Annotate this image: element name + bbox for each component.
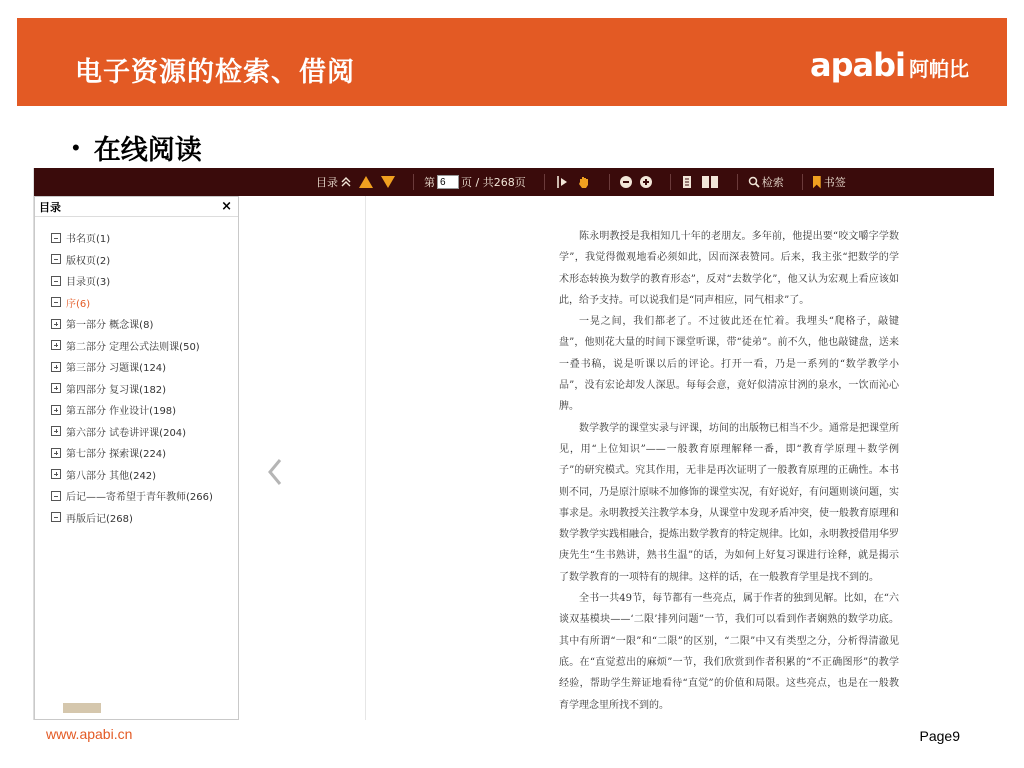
select-tool-button[interactable] bbox=[555, 175, 569, 189]
toc-item[interactable] bbox=[35, 378, 238, 400]
page-total: 页 / 共268页 bbox=[461, 176, 526, 189]
toc-header bbox=[35, 197, 238, 217]
plus-circle-icon bbox=[640, 176, 652, 188]
toc-item-label: 目录页(3) bbox=[66, 277, 111, 289]
expand-plus-icon[interactable] bbox=[51, 362, 61, 372]
bookmark-label: 书签 bbox=[823, 176, 846, 189]
toc-item[interactable] bbox=[35, 292, 238, 314]
bookmark-button[interactable] bbox=[813, 174, 846, 190]
search-button[interactable] bbox=[748, 174, 784, 190]
toc-item-label: 第五部分 作业设计(198) bbox=[66, 406, 177, 418]
close-icon[interactable]: × bbox=[221, 199, 232, 214]
toc-item-label: 后记——寄希望于青年教师(266) bbox=[66, 492, 213, 504]
toc-item-label: 第七部分 探索课(224) bbox=[66, 449, 167, 461]
bookmark-icon bbox=[813, 176, 821, 189]
arrow-up-icon bbox=[359, 176, 373, 188]
toc-item-label: 序(6) bbox=[66, 298, 91, 310]
toc-toggle-button[interactable] bbox=[316, 174, 351, 190]
toc-scrollbar[interactable] bbox=[63, 703, 101, 713]
expand-plus-icon[interactable] bbox=[51, 469, 61, 479]
page-paragraph: 一晃之间，我们都老了。不过彼此还在忙着。我埋头“爬格子，敲键盘”，他则花大量的时间下课堂听课，带“徒弟”。前不久，他也敲键盘，送来一叠书稿，说是听课以后的评论。打开一看，乃是一系列的“数学教学小品”，没有宏论却发人深思。每每会意，竟好似清凉甘洌的泉水，一饮而沁心脾。 bbox=[559, 316, 899, 413]
text-cursor-icon bbox=[555, 175, 569, 189]
expand-plus-icon[interactable] bbox=[51, 448, 61, 458]
toc-item-label: 第二部分 定理公式法则课(50) bbox=[66, 341, 200, 353]
toc-item[interactable] bbox=[35, 335, 238, 357]
single-page-icon bbox=[681, 175, 693, 189]
toc-item-label: 第三部分 习题课(124) bbox=[66, 363, 167, 375]
toc-item[interactable] bbox=[35, 399, 238, 421]
next-page-button[interactable] bbox=[381, 176, 395, 188]
chevron-left-icon[interactable] bbox=[267, 458, 283, 486]
prev-page-button[interactable] bbox=[359, 176, 373, 188]
collapse-minus-icon[interactable] bbox=[51, 276, 61, 286]
hand-icon bbox=[577, 175, 591, 189]
toolbar-divider bbox=[413, 174, 414, 190]
toc-item[interactable] bbox=[35, 249, 238, 271]
page-edge-line bbox=[365, 196, 366, 720]
footer-page-number: Page9 bbox=[919, 728, 960, 744]
expand-plus-icon[interactable] bbox=[51, 426, 61, 436]
toc-item[interactable] bbox=[35, 507, 238, 529]
toc-item[interactable] bbox=[35, 421, 238, 443]
collapse-minus-icon[interactable] bbox=[51, 512, 61, 522]
toc-item[interactable] bbox=[35, 313, 238, 335]
toc-item-label: 第一部分 概念课(8) bbox=[66, 320, 154, 332]
collapse-minus-icon[interactable] bbox=[51, 491, 61, 501]
search-icon bbox=[748, 176, 760, 188]
toc-title: 目录 bbox=[39, 200, 61, 214]
toc-item-label: 第八部分 其他(242) bbox=[66, 470, 157, 482]
expand-plus-icon[interactable] bbox=[51, 319, 61, 329]
toc-item[interactable] bbox=[35, 464, 238, 486]
logo-latin-text: apabi bbox=[810, 46, 905, 84]
page-paragraph: 数学教学的课堂实录与评课，坊间的出版物已相当不少。通常是把课堂所见，用“上位知识”——一般教育原理解释一番，即“教育学原理＋数学例子”的研究模式。究其作用，无非是再次证明了一般教育原理的正确性。本书则不同，乃是原汁原味不加修饰的课堂实况，有好说好，有问题则谈问题，实事求是。永明教授关注教学本身，从课堂中发现矛盾冲突，使一般教育原理和数学教学实践相融合，提炼出数学教育的特定规律。比如，永明教授借用华罗庚先生“生书熟讲，熟书生温”的话，为如何上好复习课进行诠释，就是揭示了数学教育的一项特有的规律。这样的话，在一般教育学里是找不到的。 bbox=[559, 422, 899, 583]
toolbar-divider bbox=[802, 174, 803, 190]
page-number-input[interactable] bbox=[437, 175, 459, 189]
logo-chinese-text: 阿帕比 bbox=[909, 57, 969, 81]
toolbar-divider bbox=[670, 174, 671, 190]
online-reader bbox=[33, 168, 993, 720]
toc-item[interactable] bbox=[35, 442, 238, 464]
toc-item-label: 再版后记(268) bbox=[66, 513, 133, 525]
page-paragraph: 陈永明教授是我相知几十年的老朋友。多年前，他提出要“咬文嚼字学数学”，我觉得微观地看必须如此，因而深表赞同。后来，我主张“把数学的学术形态转换为数学的教育形态”，反对“去数学化”，他又认为宏观上看应该如此，给予支持。可以说我们是“同声相应，同气相求”了。 bbox=[559, 231, 899, 306]
page-indicator bbox=[424, 174, 526, 190]
chevron-up-double-icon bbox=[341, 177, 351, 187]
toolbar-divider bbox=[737, 174, 738, 190]
toc-item[interactable] bbox=[35, 485, 238, 507]
collapse-minus-icon[interactable] bbox=[51, 297, 61, 307]
bullet-heading bbox=[72, 128, 202, 167]
page-paragraph: 全书一共49节，每节都有一些亮点，属于作者的独到见解。比如，在“六谈双基模块——‘二限’排列问题”一节，我们可以看到作者娴熟的数学功底。其中有所谓“一限”和“二限”的区别，“二限”中又有类型之分，分析得清澈见底。在“直觉惹出的麻烦”一节，我们欣赏到作者积累的“不正确图形”的教学经验，帮助学生辩证地看待“直觉”的价值和局限。这些亮点，也是在一般教育学理念里所找不到的。 bbox=[559, 593, 899, 711]
slide-header bbox=[17, 18, 1007, 106]
toc-toggle-label: 目录 bbox=[316, 176, 338, 189]
apabi-logo bbox=[810, 46, 969, 84]
reader-toolbar bbox=[34, 168, 994, 196]
toc-item-label: 版权页(2) bbox=[66, 255, 111, 267]
toc-item-label: 书名页(1) bbox=[66, 234, 111, 246]
bullet-text: 在线阅读 bbox=[93, 135, 202, 166]
bullet-marker: • bbox=[72, 134, 80, 160]
hand-tool-button[interactable] bbox=[577, 175, 591, 189]
slide-title: 电子资源的检索、借阅 bbox=[75, 57, 355, 88]
toc-item[interactable] bbox=[35, 356, 238, 378]
toc-list bbox=[35, 217, 238, 528]
toolbar-divider bbox=[609, 174, 610, 190]
footer-url[interactable]: www.apabi.cn bbox=[46, 726, 133, 742]
single-page-button[interactable] bbox=[681, 175, 693, 189]
collapse-minus-icon[interactable] bbox=[51, 254, 61, 264]
zoom-in-button[interactable] bbox=[640, 176, 652, 188]
book-page-text bbox=[559, 226, 899, 716]
double-page-button[interactable] bbox=[701, 175, 719, 189]
expand-plus-icon[interactable] bbox=[51, 383, 61, 393]
toc-item[interactable] bbox=[35, 270, 238, 292]
search-label: 检索 bbox=[761, 176, 784, 189]
expand-plus-icon[interactable] bbox=[51, 405, 61, 415]
toc-item[interactable] bbox=[35, 227, 238, 249]
collapse-minus-icon[interactable] bbox=[51, 233, 61, 243]
arrow-down-icon bbox=[381, 176, 395, 188]
minus-circle-icon bbox=[620, 176, 632, 188]
zoom-out-button[interactable] bbox=[620, 176, 632, 188]
double-page-icon bbox=[701, 175, 719, 189]
toc-item-label: 第六部分 试卷讲评课(204) bbox=[66, 427, 187, 439]
toc-panel bbox=[34, 196, 239, 720]
toc-item-label: 第四部分 复习课(182) bbox=[66, 384, 167, 396]
page-prefix: 第 bbox=[424, 176, 435, 189]
expand-plus-icon[interactable] bbox=[51, 340, 61, 350]
page-view bbox=[239, 196, 994, 720]
toolbar-divider bbox=[544, 174, 545, 190]
